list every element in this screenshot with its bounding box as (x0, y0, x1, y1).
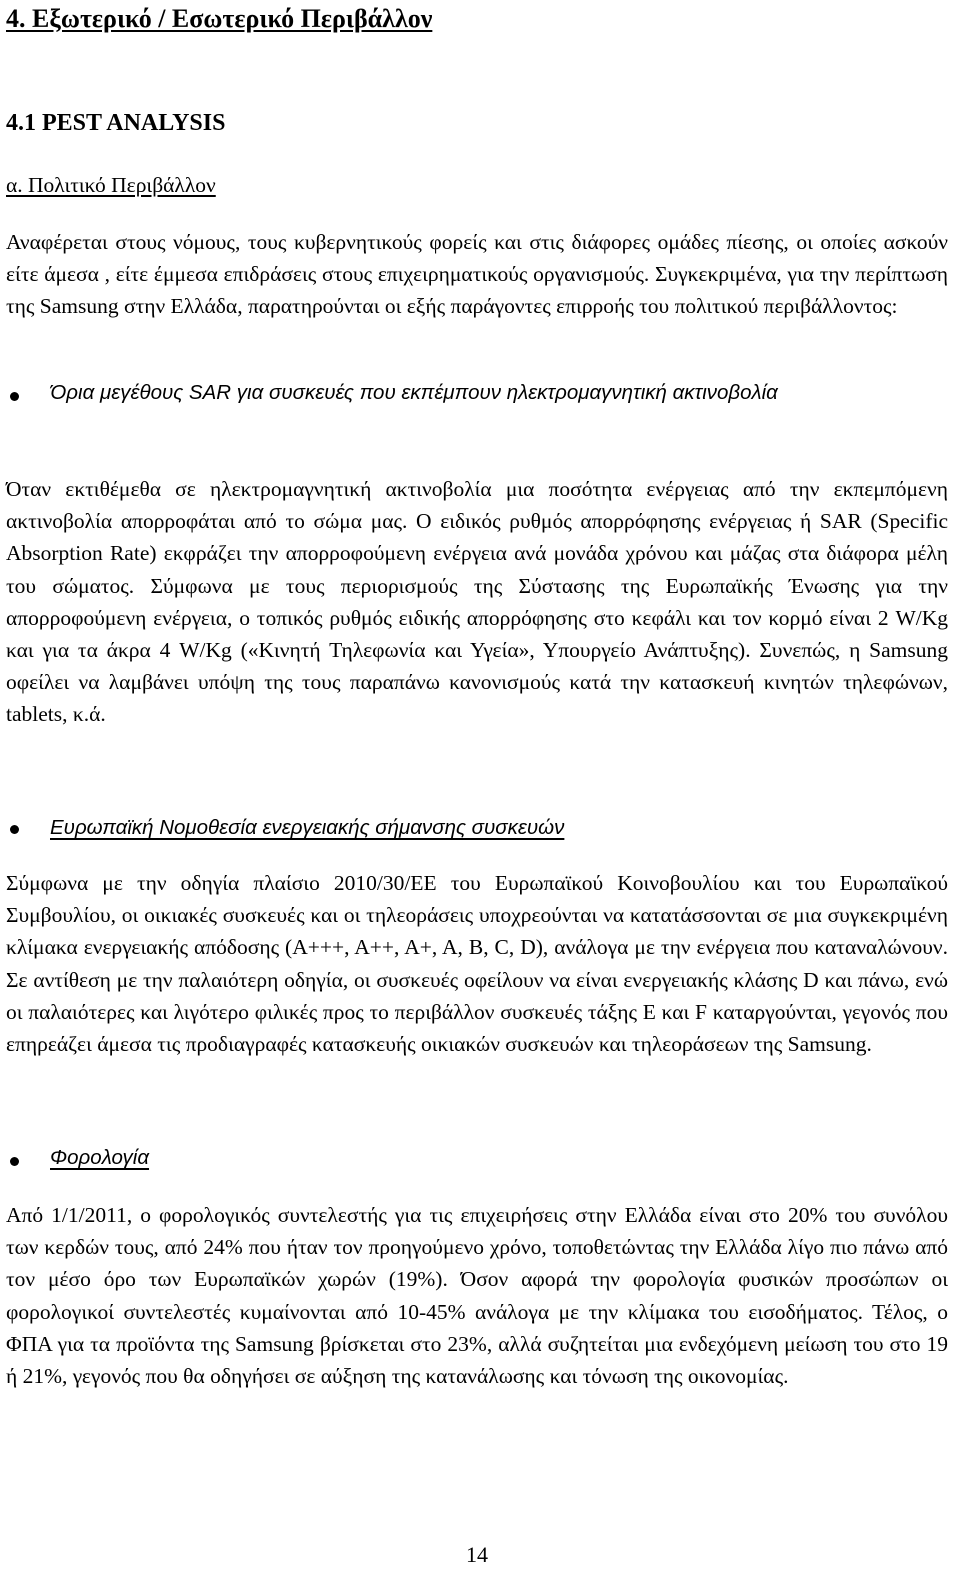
intro-paragraph: Αναφέρεται στους νόμους, τους κυβερνητικούς φορείς και στις διάφορες ομάδες πίεσης, οι οποίες ασκούν είτε άμεσα , είτε έμμεσα επιδράσεις στους επιχειρηματικούς οργανισμούς. Συγκεκριμένα, για την περίπτωση της Samsung στην Ελλάδα, παρατηρούνται οι εξής παράγοντες επιρροής του πολιτικού περιβάλλοντος: (6, 230, 948, 319)
bullet-paragraph-taxation: Από 1/1/2011, ο φορολογικός συντελεστής για τις επιχειρήσεις στην Ελλάδα είναι στο 20% του συνόλου των κερδών τους, από 24% που ήταν τον προηγούμενο χρόνο, τοποθετώντας την Ελλάδα λίγο πιο πάνω από τον μέσο όρο των Ευρωπαϊκών χωρών (19%). Όσον αφορά την φορολογία φυσικών προσώπων οι φορολογικοί συντελεστές κυμαίνονται από 10-45% ανάλογα με την κλίμακα του εισοδήματος. Τέλος, ο ΦΠΑ για τα προϊόντα της Samsung βρίσκεται στο 23%, αλλά συζητείται μια ενδεχόμενη μείωση του στο 19 ή 21%, γεγονός που θα οδηγήσει σε αύξηση της κατανάλωσης και τόνωση της οικονομίας. (6, 1203, 948, 1389)
document-page (6, 0, 948, 1584)
bullet-dot-icon (10, 1157, 19, 1166)
subsection-heading: α. Πολιτικό Περιβάλλον (6, 173, 216, 197)
page-number: 14 (466, 1542, 488, 1567)
bullet-dot-icon (10, 825, 19, 834)
bullet-paragraph-energy-label: Σύμφωνα με την οδηγία πλαίσιο 2010/30/ΕΕ του Ευρωπαϊκού Κοινοβουλίου και του Ευρωπαϊκού Συμβουλίου, οι οικιακές συσκευές και οι τηλεοράσεις υποχρεούνται να κατατάσσονται σε μια συγκεκριμένη κλίμακα ενεργειακής απόδοσης (A+++, A++, A+, A, B, C, D), ανάλογα με την ενέργεια που καταναλώνουν. Σε αντίθεση με την παλαιότερη οδηγία, οι συσκευές οφείλουν να είναι ενεργειακής κλάσης D και πάνω, ενώ οι παλαιότερες και λιγότερο φιλικές προς το περιβάλλον συσκευές τάξης E και F καταργούνται, γεγονός που επηρεάζει άμεσα τις προδιαγραφές κατασκευής οικιακών συσκευών και τηλεοράσεων της Samsung. (6, 871, 948, 1057)
section-heading: 4.1 PEST ANALYSIS (6, 110, 226, 136)
chapter-heading: 4. Εξωτερικό / Εσωτερικό Περιβάλλον (6, 4, 433, 33)
bullet-title: Ευρωπαϊκή Νομοθεσία ενεργειακής σήμανσης συσκευών (50, 816, 565, 839)
bullet-dot-icon (10, 392, 19, 401)
bullet-title: Φορολογία (50, 1146, 150, 1169)
bullet-paragraph-sar: Όταν εκτιθέμεθα σε ηλεκτρομαγνητική ακτινοβολία μια ποσότητα ενέργειας από την εκπεμπόμενη ακτινοβολία απορροφάται από το σώμα μας. Ο ειδικός ρυθμός απορρόφησης ενέργειας ή SAR (Specific Absorption Rate) εκφράζει την απορροφούμενη ενέργεια ανά μονάδα χρόνου και μάζας στα διάφορα μέλη του σώματος. Σύμφωνα με τους περιορισμούς της Σύστασης της Ευρωπαϊκής Ένωσης για την απορροφούμενη ενέργεια, ο τοπικός ρυθμός ειδικής απορρόφησης στο κεφάλι και τον κορμό είναι 2 W/Kg και για τα άκρα 4 W/Kg («Κινητή Τηλεφωνία και Υγεία», Υπουργείο Ανάπτυξης). Συνεπώς, η Samsung οφείλει να λαμβάνει υπόψη της τους παραπάνω κανονισμούς κατά την κατασκευή κινητών τηλεφώνων, tablets, κ.ά. (6, 477, 948, 727)
bullet-title: Όρια μεγέθους SAR για συσκευές που εκπέμπουν ηλεκτρομαγνητική ακτινοβολία (50, 381, 778, 404)
